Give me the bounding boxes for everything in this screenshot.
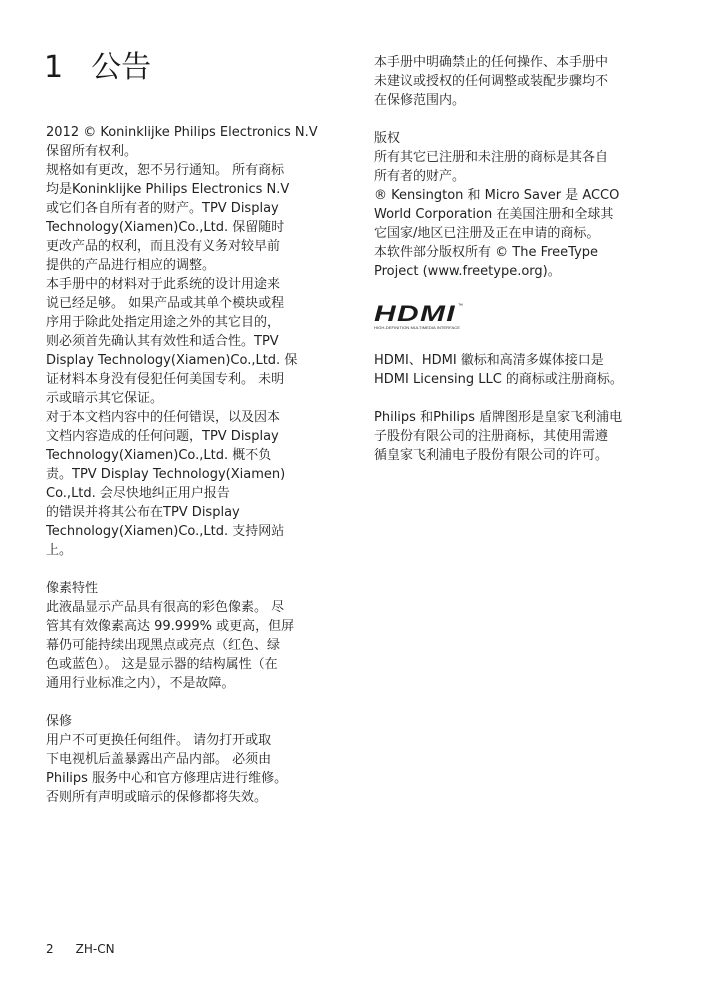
text-line: 对于本文档内容中的任何错误，以及因本 xyxy=(46,410,281,425)
text-line: World Corporation 在美国注册和全球其 xyxy=(374,207,614,222)
warranty-section xyxy=(46,712,336,807)
text-line: 下电视机后盖暴露出产品内部。 必须由 xyxy=(46,752,272,767)
text-line: 循皇家飞利浦电子股份有限公司的许可。 xyxy=(374,448,609,463)
intro-paragraph xyxy=(374,53,650,110)
page-number: 2 xyxy=(46,942,54,956)
spacer xyxy=(374,389,650,408)
text-line: 证材料本身没有侵犯任何美国专利。 未明 xyxy=(46,372,285,387)
text-line: 均是Koninklijke Philips Electronics N.V xyxy=(46,182,290,197)
text-line: 规格如有更改，恕不另行通知。 所有商标 xyxy=(46,163,285,178)
text-line: 责。TPV Display Technology(Xiamen) xyxy=(46,467,286,482)
section-title: 公告 xyxy=(91,50,152,85)
language-code: ZH-CN xyxy=(75,942,115,956)
text-line: 此液晶显示产品具有很高的彩色像素。 尽 xyxy=(46,600,285,615)
pixel-section-title: 像素特性 xyxy=(46,581,99,596)
text-line: 上。 xyxy=(46,543,73,558)
text-line: 色或蓝色）。 这是显示器的结构属性（在 xyxy=(46,657,278,672)
text-line: Technology(Xiamen)Co.,Ltd. 支持网站 xyxy=(46,524,285,539)
hdmi-tagline: HIGH-DEFINITION MULTIMEDIA INTERFACE xyxy=(374,326,461,330)
text-line: 子股份有限公司的注册商标，其使用需遵 xyxy=(374,429,609,444)
text-line: Technology(Xiamen)Co.,Ltd. 保留随时 xyxy=(46,220,285,235)
hdmi-logo xyxy=(374,293,494,337)
text-line: ® Kensington 和 Micro Saver 是 ACCO xyxy=(374,188,620,203)
text-line: 文档内容造成的任何问题，TPV Display xyxy=(46,429,279,444)
section-heading xyxy=(44,48,151,88)
text-line: 提供的产品进行相应的调整。 xyxy=(46,258,216,273)
text-line: 管其有效像素高达 99.999% 或更高，但屏 xyxy=(46,619,295,634)
text-line: 用户不可更换任何组件。 请勿打开或取 xyxy=(46,733,272,748)
philips-paragraph xyxy=(374,408,650,465)
text-line: 或它们各自所有者的财产。TPV Display xyxy=(46,201,279,216)
hdmi-tm: ™ xyxy=(458,303,463,309)
text-line: 序用于除此处指定用途之外的其它目的， xyxy=(46,315,281,330)
spacer xyxy=(46,560,336,579)
text-line: 否则所有声明或暗示的保修都将失效。 xyxy=(46,790,268,805)
text-line: 未建议或授权的任何调整或装配步骤均不 xyxy=(374,74,609,89)
hdmi-paragraph xyxy=(374,351,650,389)
text-line: 保留所有权利。 xyxy=(46,144,138,159)
text-line: Display Technology(Xiamen)Co.,Ltd. 保 xyxy=(46,353,298,368)
warranty-section-title: 保修 xyxy=(46,714,73,729)
text-line: 它国家/地区已注册及正在申请的商标。 xyxy=(374,226,600,241)
text-line: Project (www.freetype.org)。 xyxy=(374,264,561,279)
text-line: 2012 © Koninklijke Philips Electronics N.V xyxy=(46,125,318,140)
spacer xyxy=(46,693,336,712)
text-line: 本软件部分版权所有 © The FreeType xyxy=(374,245,599,260)
spacer xyxy=(374,110,650,129)
copyright-notice xyxy=(46,123,336,560)
right-column xyxy=(374,53,650,465)
copyright-section xyxy=(374,129,650,281)
text-line: HDMI、HDMI 徽标和高清多媒体接口是 xyxy=(374,353,604,368)
copyright-section-title: 版权 xyxy=(374,131,401,146)
text-line: Technology(Xiamen)Co.,Ltd. 概不负 xyxy=(46,448,272,463)
pixel-section xyxy=(46,579,336,693)
text-line: 更改产品的权利，而且没有义务对较早前 xyxy=(46,239,281,254)
text-line: 所有者的财产。 xyxy=(374,169,466,184)
text-line: 幕仍可能持续出现黑点或亮点（红色、绿 xyxy=(46,638,281,653)
text-line: 本手册中明确禁止的任何操作、本手册中 xyxy=(374,55,609,70)
text-line: 在保修范围内。 xyxy=(374,93,466,108)
left-column xyxy=(46,123,336,807)
text-line: 的错误并将其公布在TPV Display xyxy=(46,505,240,520)
text-line: Philips 和Philips 盾牌图形是皇家飞利浦电 xyxy=(374,410,623,425)
text-line: 说已经足够。 如果产品或其单个模块或程 xyxy=(46,296,285,311)
text-line: 本手册中的材料对于此系统的设计用途来 xyxy=(46,277,281,292)
page-footer xyxy=(46,941,115,957)
hdmi-wordmark: HDMI xyxy=(374,301,456,326)
text-line: 则必须首先确认其有效性和适合性。TPV xyxy=(46,334,279,349)
section-number: 1 xyxy=(44,50,64,85)
text-line: 示或暗示其它保证。 xyxy=(46,391,164,406)
text-line: 所有其它已注册和未注册的商标是其各自 xyxy=(374,150,609,165)
text-line: Philips 服务中心和官方修理店进行维修。 xyxy=(46,771,288,786)
text-line: 通用行业标准之内），不是故障。 xyxy=(46,676,235,691)
text-line: Co.,Ltd. 会尽快地纠正用户报告 xyxy=(46,486,230,501)
hdmi-logo-graphic xyxy=(374,293,494,337)
text-line: HDMI Licensing LLC 的商标或注册商标。 xyxy=(374,372,623,387)
spacer xyxy=(374,337,650,351)
